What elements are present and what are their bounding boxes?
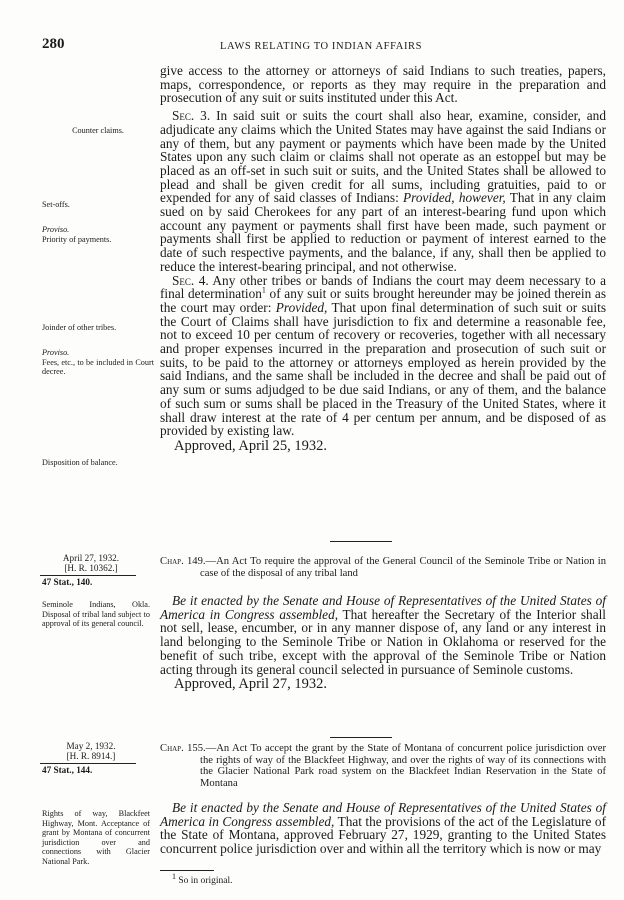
footnote: $^1$ So in original. — [172, 871, 233, 886]
main-column-top — [160, 64, 606, 454]
margin-note-blackfeet: Rights of way, Blackfeet Highway, Mont. Acceptance of grant by Montana of concurrent jurisdiction over and connections with Glacier National Park. — [42, 809, 150, 866]
act-149-heading: Chap. 149.—An Act To require the approval of the General Council of the Seminole Tribe or Nation in case of the disposal of any tribal land — [160, 556, 607, 579]
margin-note-counter-claims: Counter claims. — [72, 126, 124, 135]
enacting-clause: Be it enacted by the Senate and House of Representatives of the United States of America in Congress assembled, — [160, 593, 606, 622]
footnote-mark: 1 — [261, 285, 266, 295]
act-155-body: Be it enacted by the Senate and House of Representatives of the United States of America in Congress assembled, That the provisions of the act of the Legislature of the State of Montana, approved February 27, 1929, granting to the United States concurrent police jurisdiction over and within all the territory which is now or may — [160, 800, 606, 857]
approved-april-25: Approved, April 25, 1932. — [174, 437, 328, 454]
margin-note-proviso: Proviso. Priority of payments. — [42, 225, 112, 244]
proviso-italic-2: Provided, — [275, 299, 328, 315]
margin-note-seminole: Seminole Indians, Okla. Disposal of tribal land subject to approval of its general council. — [42, 600, 150, 629]
margin-note-set-offs: Set-offs. — [42, 200, 70, 209]
running-head: LAWS RELATING TO INDIAN AFFAIRS — [220, 41, 423, 52]
page-number: 280 — [42, 36, 65, 52]
proviso-italic: Provided, however, — [403, 190, 506, 206]
section-divider-1 — [330, 541, 392, 542]
margin-note-disposition: Disposition of balance. — [42, 458, 118, 467]
section-3-label: Sec. 3. — [172, 108, 211, 124]
continuation-paragraph: give access to the attorney or attorneys of said Indians to such treaties, papers, maps, correspondence, or reports as they may require in the preparation and prosecution of any suit or suits instituted under this Act. — [160, 63, 606, 106]
approved-april-27: Approved, April 27, 1932. — [174, 676, 328, 693]
margin-note-joinder: Joinder of other tribes. — [42, 323, 117, 332]
enacting-clause-2: Be it enacted by the Senate and House of Representatives of the United States of America in Congress assembled, — [160, 800, 606, 829]
section-3: Sec. 3. In said suit or suits the court shall also hear, examine, consider, and adjudicate any claims which the United States may have against the said Indians or any of them, but any payment or payments which have been made by the United States upon any such claim or claims shall not operate as an estoppel but may be placed as an off-set in such suit or suits, and the United States shall be allowed to plead and shall be given credit for all sums, including gratuities, paid to or expended for any of said classes of Indians: Provided, however, That in any claim sued on by said Cherokees for any part of an interest-bearing fund upon which account any payment or payments shall first have been made, such payment or payments shall first be applied to reduction or payment of interest earned to the date of such respective payments, and the balance, if any, shall then be applied to reduce the interest-bearing principal, and not otherwise. — [160, 108, 606, 274]
act-155-heading: Chap. 155.—An Act To accept the grant by the State of Montana of concurrent police jurisdiction over the rights of way of the Blackfeet Highway, and over the rights of way of its connections with the Glacier National Park road system on the Blackfeet Indian Reservation in the State of Montana — [160, 743, 606, 789]
act-149-date-block: April 27, 1932. [H. R. 10362.] 47 Stat., 140. — [46, 553, 136, 587]
footnote-rule — [160, 870, 214, 871]
act-155-date-block: May 2, 1932. [H. R. 8914.] 47 Stat., 144. — [46, 741, 136, 775]
margin-note-proviso-fees: Proviso. Fees, etc., to be included in Court decree. — [42, 348, 154, 377]
section-divider-2 — [330, 737, 392, 738]
act-149-body: Be it enacted by the Senate and House of Representatives of the United States of America in Congress assembled, That hereafter the Secretary of the Interior shall not sell, lease, encumber, or in any manner dispose of, any land or any interest in land belonging to the Seminole Tribe or Nation in Oklahoma or reserved for the benefit of such tribe, except with the approval of the Seminole Tribe or Nation acting through its general council selected in pursuance of Seminole customs. Approved, April 27, 1932. — [160, 593, 606, 693]
section-4-label: Sec. 4. — [172, 272, 209, 288]
section-4: Sec. 4. Any other tribes or bands of Indians the court may deem necessary to a final determination$^1$ of any suit or suits brought hereunder may be joined therein as the court may order: Provided, That upon final determination of such suit or suits the Court of Claims shall have jurisdiction to fix and determine a reasonable fee, not to exceed 10 per centum of recovery or recoveries, together with all necessary and proper expenses incurred in the preparation and prosecution of such suit or suits, to be paid to the attorney or attorneys employed as herein provided by the said Indians, and the same shall be included in the decree and shall be paid out of any sum or sums adjudged to be due said Indians, or any of them, and the balance of such sum or sums shall be placed in the Treasury of the United States, where it shall draw interest at the rate of 4 per centum per annum, and be disposed of as provided by existing law. — [160, 272, 606, 439]
